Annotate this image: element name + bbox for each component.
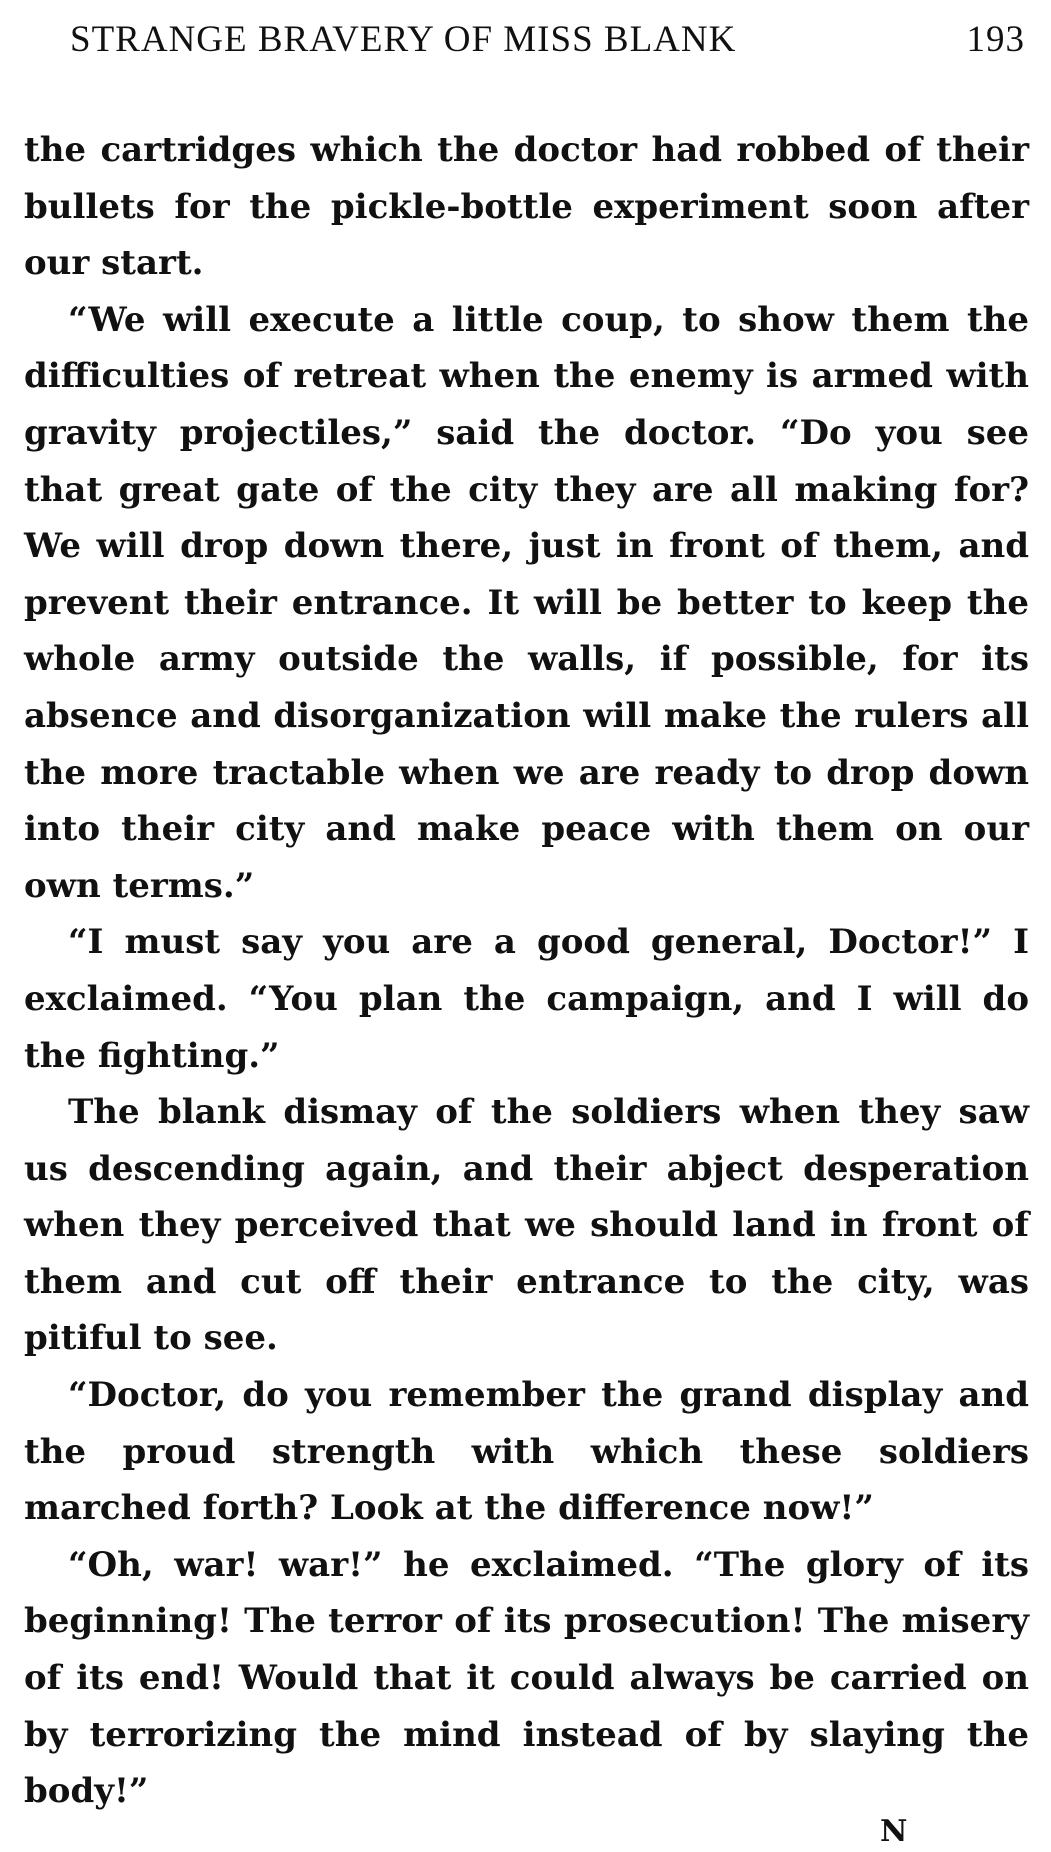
body-text	[24, 122, 1029, 1820]
paragraph: “Doctor, do you remember the grand display and the proud strength with which these soldiers marched forth? Look at the difference now!”	[24, 1375, 1029, 1529]
paragraph: “Oh, war! war!” he exclaimed. “The glory of its beginning! The terror of its prosecution! The misery of its end! Would that it could always be carried on by terrorizing the mind instead of by slaying the body!”	[24, 1544, 1029, 1812]
paragraph: The blank dismay of the soldiers when they saw us descending again, and their abject desperation when they perceived that we should land in front of them and cut off their entrance to the city, was pitiful to see.	[24, 1092, 1029, 1359]
book-page	[24, 18, 1029, 1820]
running-head	[24, 18, 1029, 80]
signature-mark: N	[880, 1814, 908, 1849]
paragraph: “I must say you are a good general, Doctor!” I exclaimed. “You plan the campaign, and I will do the fighting.”	[24, 922, 1029, 1076]
chapter-title: STRANGE BRAVERY OF MISS BLANK	[70, 19, 737, 60]
paragraph: the cartridges which the doctor had robbed of their bullets for the pickle-bottle experiment soon after our start.	[24, 130, 1029, 284]
paragraph: “We will execute a little coup, to show them the difficulties of retreat when the enemy is armed with gravity projectiles,” said the doctor. “Do you see that great gate of the city they are all making for? We will drop down there, just in front of them, and prevent their entrance. It will be better to keep the whole army outside the walls, if possible, for its absence and disorganization will make the rulers all the more tractable when we are ready to drop down into their city and make peace with them on our own terms.”	[24, 299, 1029, 906]
page-number: 193	[966, 19, 1025, 60]
